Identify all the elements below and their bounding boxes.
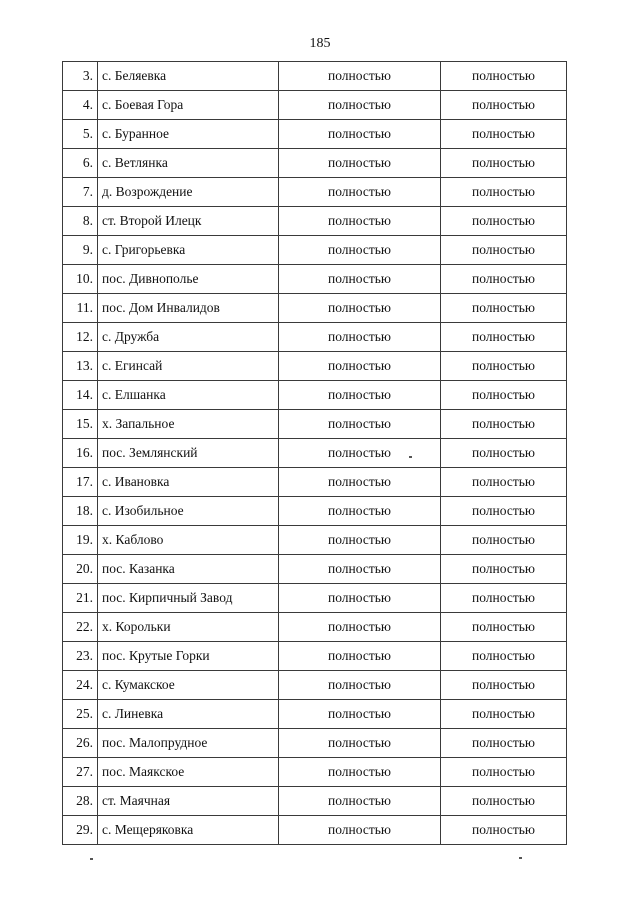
status-cell-1: полностью xyxy=(279,584,441,613)
table-row xyxy=(63,410,567,439)
status-cell-2: полностью xyxy=(441,294,567,323)
status-cell-2: полностью xyxy=(441,178,567,207)
table-row xyxy=(63,352,567,381)
table-row xyxy=(63,62,567,91)
status-cell-1: полностью xyxy=(279,671,441,700)
row-number-cell: 16. xyxy=(63,439,98,468)
status-cell-1: полностью xyxy=(279,526,441,555)
status-cell-2: полностью xyxy=(441,671,567,700)
settlements-table xyxy=(62,61,567,845)
status-cell-2: полностью xyxy=(441,584,567,613)
status-cell-2: полностью xyxy=(441,787,567,816)
row-number-cell: 24. xyxy=(63,671,98,700)
table-row xyxy=(63,642,567,671)
settlement-name-cell: пос. Дом Инвалидов xyxy=(98,294,279,323)
status-cell-1: полностью xyxy=(279,555,441,584)
settlement-name-cell: с. Изобильное xyxy=(98,497,279,526)
settlement-name-cell: х. Каблово xyxy=(98,526,279,555)
table-row xyxy=(63,671,567,700)
scan-speck xyxy=(519,857,522,859)
status-cell-2: полностью xyxy=(441,729,567,758)
table-row xyxy=(63,91,567,120)
row-number-cell: 5. xyxy=(63,120,98,149)
table-row xyxy=(63,236,567,265)
status-cell-1: полностью xyxy=(279,700,441,729)
status-cell-2: полностью xyxy=(441,62,567,91)
settlement-name-cell: с. Боевая Гора xyxy=(98,91,279,120)
row-number-cell: 7. xyxy=(63,178,98,207)
status-cell-1: полностью xyxy=(279,178,441,207)
status-cell-1: полностью xyxy=(279,294,441,323)
status-cell-2: полностью xyxy=(441,120,567,149)
table-row xyxy=(63,584,567,613)
row-number-cell: 26. xyxy=(63,729,98,758)
settlement-name-cell: пос. Землянский xyxy=(98,439,279,468)
row-number-cell: 23. xyxy=(63,642,98,671)
settlement-name-cell: с. Мещеряковка xyxy=(98,816,279,845)
status-cell-1: полностью xyxy=(279,468,441,497)
status-cell-2: полностью xyxy=(441,323,567,352)
settlement-name-cell: с. Беляевка xyxy=(98,62,279,91)
settlement-name-cell: пос. Крутые Горки xyxy=(98,642,279,671)
settlement-name-cell: с. Линевка xyxy=(98,700,279,729)
table-row xyxy=(63,816,567,845)
status-cell-1: полностью xyxy=(279,613,441,642)
status-cell-1: полностью xyxy=(279,149,441,178)
status-cell-1: полностью xyxy=(279,352,441,381)
settlement-name-cell: х. Корольки xyxy=(98,613,279,642)
status-cell-2: полностью xyxy=(441,91,567,120)
status-cell-1: полностью xyxy=(279,497,441,526)
status-cell-1: полностью xyxy=(279,323,441,352)
settlement-name-cell: пос. Малопрудное xyxy=(98,729,279,758)
row-number-cell: 4. xyxy=(63,91,98,120)
row-number-cell: 18. xyxy=(63,497,98,526)
settlement-name-cell: с. Дружба xyxy=(98,323,279,352)
status-cell-1: полностью xyxy=(279,410,441,439)
row-number-cell: 13. xyxy=(63,352,98,381)
status-cell-1: полностью xyxy=(279,91,441,120)
status-cell-1: полностью xyxy=(279,642,441,671)
table-row xyxy=(63,700,567,729)
row-number-cell: 3. xyxy=(63,62,98,91)
table-row xyxy=(63,613,567,642)
table-row xyxy=(63,381,567,410)
table-row xyxy=(63,207,567,236)
row-number-cell: 28. xyxy=(63,787,98,816)
status-cell-2: полностью xyxy=(441,410,567,439)
settlement-name-cell: с. Григорьевка xyxy=(98,236,279,265)
status-cell-2: полностью xyxy=(441,526,567,555)
status-cell-1: полностью xyxy=(279,787,441,816)
status-cell-2: полностью xyxy=(441,555,567,584)
table-row xyxy=(63,526,567,555)
scan-speck xyxy=(409,456,412,458)
settlement-name-cell: с. Егинсай xyxy=(98,352,279,381)
status-cell-2: полностью xyxy=(441,352,567,381)
scan-speck xyxy=(90,858,93,860)
row-number-cell: 21. xyxy=(63,584,98,613)
status-cell-1: полностью xyxy=(279,381,441,410)
table-row xyxy=(63,758,567,787)
table-row xyxy=(63,120,567,149)
status-cell-2: полностью xyxy=(441,613,567,642)
status-cell-1: полностью xyxy=(279,62,441,91)
settlement-name-cell: ст. Второй Илецк xyxy=(98,207,279,236)
table-row xyxy=(63,439,567,468)
row-number-cell: 9. xyxy=(63,236,98,265)
settlement-name-cell: с. Ивановка xyxy=(98,468,279,497)
row-number-cell: 8. xyxy=(63,207,98,236)
row-number-cell: 6. xyxy=(63,149,98,178)
row-number-cell: 12. xyxy=(63,323,98,352)
table-row xyxy=(63,178,567,207)
status-cell-2: полностью xyxy=(441,642,567,671)
row-number-cell: 19. xyxy=(63,526,98,555)
status-cell-2: полностью xyxy=(441,265,567,294)
status-cell-1: полностью xyxy=(279,207,441,236)
status-cell-1: полностью xyxy=(279,265,441,294)
status-cell-2: полностью xyxy=(441,381,567,410)
settlement-name-cell: пос. Маякское xyxy=(98,758,279,787)
status-cell-1: полностью xyxy=(279,439,441,468)
row-number-cell: 15. xyxy=(63,410,98,439)
row-number-cell: 22. xyxy=(63,613,98,642)
row-number-cell: 20. xyxy=(63,555,98,584)
settlement-name-cell: с. Буранное xyxy=(98,120,279,149)
table-row xyxy=(63,729,567,758)
status-cell-1: полностью xyxy=(279,758,441,787)
settlement-name-cell: пос. Дивнополье xyxy=(98,265,279,294)
row-number-cell: 27. xyxy=(63,758,98,787)
table-row xyxy=(63,468,567,497)
settlement-name-cell: с. Ветлянка xyxy=(98,149,279,178)
settlement-name-cell: пос. Кирпичный Завод xyxy=(98,584,279,613)
page-number: 185 xyxy=(309,36,331,51)
status-cell-1: полностью xyxy=(279,236,441,265)
status-cell-2: полностью xyxy=(441,700,567,729)
status-cell-2: полностью xyxy=(441,758,567,787)
row-number-cell: 29. xyxy=(63,816,98,845)
status-cell-1: полностью xyxy=(279,729,441,758)
settlement-name-cell: х. Запальное xyxy=(98,410,279,439)
settlement-name-cell: с. Кумакское xyxy=(98,671,279,700)
settlement-name-cell: пос. Казанка xyxy=(98,555,279,584)
row-number-cell: 10. xyxy=(63,265,98,294)
status-cell-1: полностью xyxy=(279,120,441,149)
status-cell-2: полностью xyxy=(441,816,567,845)
status-cell-2: полностью xyxy=(441,149,567,178)
table-row xyxy=(63,787,567,816)
settlement-name-cell: ст. Маячная xyxy=(98,787,279,816)
status-cell-2: полностью xyxy=(441,497,567,526)
status-cell-2: полностью xyxy=(441,439,567,468)
table-row xyxy=(63,294,567,323)
row-number-cell: 11. xyxy=(63,294,98,323)
table-row xyxy=(63,265,567,294)
status-cell-2: полностью xyxy=(441,236,567,265)
settlement-name-cell: д. Возрождение xyxy=(98,178,279,207)
table-row xyxy=(63,555,567,584)
status-cell-1: полностью xyxy=(279,816,441,845)
status-cell-2: полностью xyxy=(441,207,567,236)
status-cell-2: полностью xyxy=(441,468,567,497)
row-number-cell: 25. xyxy=(63,700,98,729)
table-body xyxy=(63,62,567,845)
table-row xyxy=(63,323,567,352)
settlement-name-cell: с. Елшанка xyxy=(98,381,279,410)
row-number-cell: 14. xyxy=(63,381,98,410)
table-row xyxy=(63,149,567,178)
table-row xyxy=(63,497,567,526)
row-number-cell: 17. xyxy=(63,468,98,497)
